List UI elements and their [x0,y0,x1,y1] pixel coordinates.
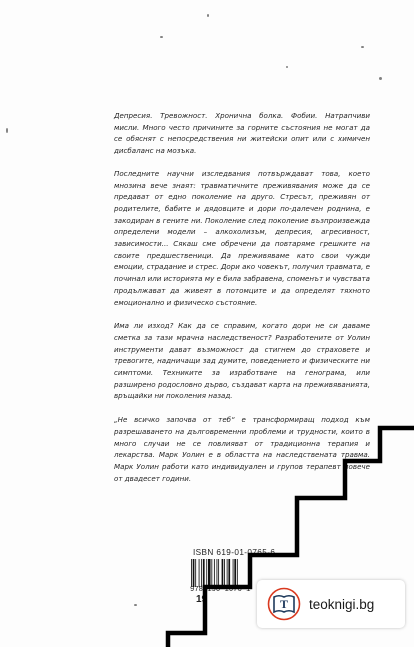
blurb-paragraph: „Не всичко започва от теб“ е трансформиращ подход към разрешаването на дълговременни проблеми и трудности, които в много случаи не се повлияват от традиционна терапия и лекарства. Марк Уолин е в областта на наследствената травма. Марк Уолин работи като индивидуален и групов терапевт повече от двадесет години. [114,415,370,483]
price-label: 19 [196,594,208,605]
blurb-paragraph: Последните научни изследвания потвърждават това, което мнозина вече знаят: травматичните преживявания може да се предават от едно поколение на друго. Стресът, преживян от родителите, бабите и дядовците и дори по-далечен роднина, е закодиран в гените ни. Поколение след поколение възпроизвежда определени модели – алкохолизъм, депресия, агресивност, зависимости... Сякаш сме обречени да повтаряме грешките на своите предшественици. Да преживяваме като свои чужди емоции, страдание и стрес. Дори ако човекът, получил травмата, е починал или историята му е била забравена, споменът и чувствата продължават да живеят в потомците и да определят тяхното емоционално и физическо състояние. [114,168,370,307]
watermark-icon-letter: T [279,597,289,611]
blurb-paragraph: Депресия. Тревожност. Хронична болка. Фобии. Натрапчиви мисли. Много често причините за горните състояния не могат да се обяснят с непосредствения ни житейски опит или с химичен дисбаланс на мозъка. [114,111,370,156]
isbn-digits: 9786190 1076 1 [190,586,251,594]
isbn-label: ISBN 619-01-0765-6 [193,548,276,557]
book-letter-t-icon [267,587,301,621]
watermark-site-name: teoknigi.bg [309,596,375,612]
watermark-badge[interactable] [257,580,405,628]
blurb-paragraph: Има ли изход? Как да се справим, когато дори не си даваме сметка за тази мрачна наследственост? Разработените от Уолин инструменти дават възможност да стигнем до страховете и тревогите, надничащи зад думите, поведението и физическите ни симптоми. Техниките за изработване на генограма, или разширено родословно дърво, създават карта на преживяванията, връщайки ни поколения назад. [114,321,370,401]
